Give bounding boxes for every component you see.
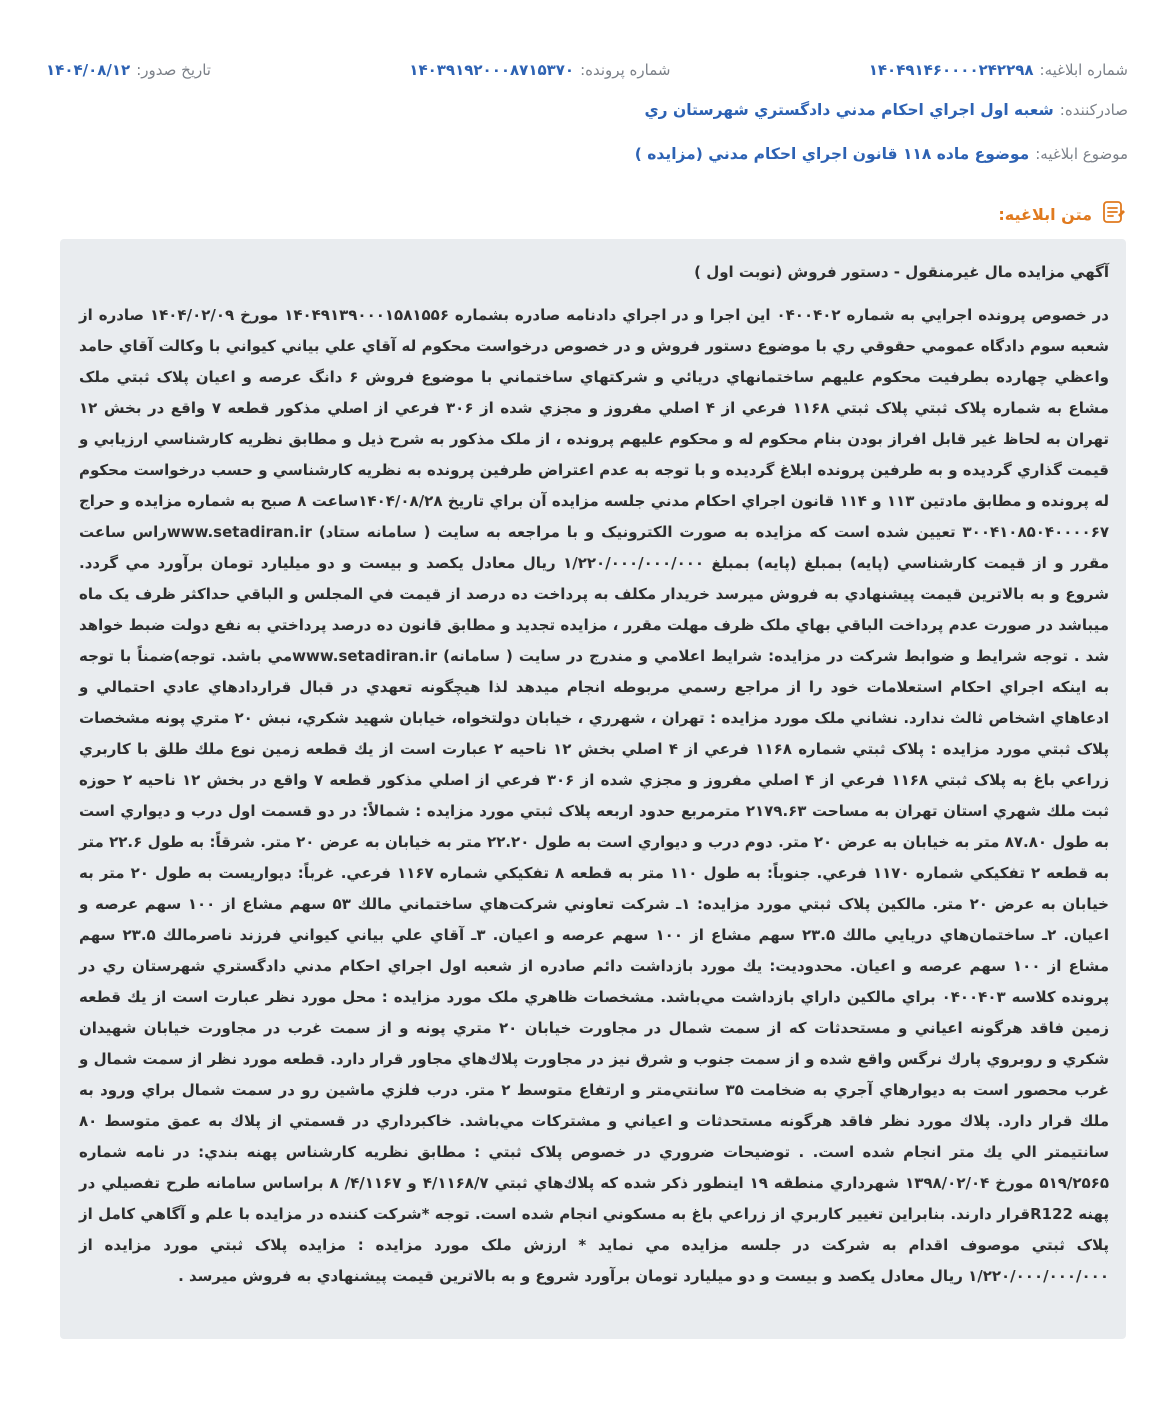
notice-body: [79, 257, 1109, 1292]
issuer-row: [46, 97, 1128, 123]
case-number-value: ۱۴۰۳۹۱۹۲۰۰۰۸۷۱۵۳۷۰: [409, 61, 575, 79]
issuer-label: صادرکننده:: [1059, 101, 1128, 119]
section-title-label: متن ابلاغيه:: [998, 204, 1092, 224]
issuer-value: شعبه اول اجراي احکام مدني دادگستري شهرستان ري: [644, 101, 1054, 119]
case-number: [409, 61, 670, 79]
notice-text: در خصوص پرونده اجرايي به شماره ۰۴۰۰۴۰۲ اين اجرا و در اجراي دادنامه صادره بشماره ۱۴۰۴۹۱۳۹۰۰۰۱۵۸۱۵۵۶ مورخ ۱۴۰۴/۰۲/۰۹ صادره از شعبه سوم دادگاه عمومي حقوقي ري با موضوع دستور فروش و در خصوص درخواست محکوم له آقاي علي بياني کيواني با وکالت آقاي حامد واعظي چهارده بطرفيت محکوم عليهم ساختمانهاي دريائي و شرکتهاي ساختماني با موضوع فروش ۶ دانگ عرصه و اعيان پلاک ثبتي ملک مشاع به شماره پلاک ثبتي پلاک ثبتي ۱۱۶۸ فرعي از ۴ اصلي مفروز و مجزي شده از ۳۰۶ فرعي از اصلي مذکور قطعه ۷ واقع در بخش ۱۲ تهران به لحاظ غير قابل افراز بودن بنام محکوم له و محکوم عليهم پرونده ، از ملک مذکور به شرح ذيل و مطابق نظريه کارشناسي ارزيابي و قيمت گذاري گرديده و به طرفين پرونده ابلاغ گرديده و با توجه به عدم اعتراض طرفين پرونده به نظريه کارشناسي و حسب درخواست محکوم له پرونده و مطابق مادتين ۱۱۳ و ۱۱۴ قانون اجراي احکام مدني جلسه مزايده آن براي تاريخ ۱۴۰۴/۰۸/۲۸ساعت ۸ صبح به شماره مزايده و حراج ۳۰۰۴۱۰۸۵۰۴۰۰۰۰۶۷ تعيين شده است که مزايده به صورت الکترونيک و با مراجعه به سايت ( سامانه ستاد) www.setadiran.irراس ساعت مقرر و از قيمت کارشناسي (پايه) بمبلغ (پايه) بمبلغ ۱/۲۲۰/۰۰۰/۰۰۰/۰۰۰ ريال معادل يکصد و بيست و دو ميليارد تومان برآورد مي گردد. شروع و به بالاترين قيمت پيشنهادي به فروش ميرسد خريدار مکلف به پرداخت ده درصد از قيمت في المجلس و الباقي حداکثر ظرف يک ماه ميباشد در صورت عدم پرداخت الباقي بهاي ملک ظرف مهلت مقرر ، مزايده تجديد و مطابق قانون ده درصد پرداختي به نفع دولت ضبط خواهد شد . توجه شرايط و ضوابط شرکت در مزايده: شرايط اعلامي و مندرج در سايت ( سامانه) www.setadiran.irمي باشد. توجه)ضمناً با توجه به اينکه اجراي احکام استعلامات خود را از مراجع رسمي مربوطه انجام ميدهد لذا هيچگونه تعهدي در قبال قراردادهاي عادي احتمالي و ادعاهاي اشخاص ثالث ندارد. نشاني ملک مورد مزايده : تهران ، شهرري ، خيابان دولتخواه، خيابان شهيد شکري، نبش ۲۰ متري پونه مشخصات پلاک ثبتي مورد مزايده : پلاک ثبتي شماره ۱۱۶۸ فرعي از ۴ اصلي بخش ۱۲ ناحيه ۲ عبارت است از يك قطعه زمين نوع ملك طلق با کاربري زراعي باغ به پلاک ثبتي ۱۱۶۸ فرعي از ۴ اصلي مفروز و مجزي شده از ۳۰۶ فرعي از اصلي مذکور قطعه ۷ واقع در بخش ۱۲ ناحيه ۲ حوزه ثبت ملك شهري استان تهران به مساحت ۲۱۷۹.۶۳ مترمربع حدود اربعه پلاک ثبتي مورد مزايده : شمالاً: در دو قسمت اول درب و ديواري است به طول ۸۷.۸۰ متر به خيابان به عرض ۲۰ متر. دوم درب و ديواري است به طول ۲۲.۲۰ متر به خيابان به عرض ۲۰ متر. شرقاً: به طول ۲۲.۶ متر به قطعه ۲ تفکيکي شماره ۱۱۷۰ فرعي. جنوباً: به طول ۱۱۰ متر به قطعه ۸ تفکيکي شماره ۱۱۶۷ فرعي. غرباً: ديواريست به طول ۲۰ متر به خيابان به عرض ۲۰ متر. مالکين پلاک ثبتي مورد مزايده: ۱ـ شرکت تعاوني شرکت‌هاي ساختماني مالك ۵۳ سهم مشاع از ۱۰۰ سهم عرصه و اعيان. ۲ـ ساختمان‌هاي دريايي مالك ۲۳.۵ سهم مشاع از ۱۰۰ سهم عرصه و اعيان. ۳ـ آقاي علي بياني کيواني فرزند ناصرمالك ۲۳.۵ سهم مشاع از ۱۰۰ سهم عرصه و اعيان. محدوديت: يك مورد بازداشت دائم صادره از شعبه اول اجراي احکام مدني دادگستري شهرستان ري در پرونده کلاسه ۰۴۰۰۴۰۳ براي مالکين داراي بازداشت مي‌باشد. مشخصات ظاهري ملک مورد مزايده : محل مورد نظر عبارت است از يك قطعه زمين فاقد هرگونه اعياني و مستحدثات که از سمت شمال در مجاورت خيابان ۲۰ متري پونه و از سمت غرب در مجاورت خيابان شهيدان شکري و روبروي پارك نرگس واقع شده و از سمت جنوب و شرق نيز در مجاورت پلاك‌هاي مجاور قرار دارد. قطعه مورد نظر از سمت شمال و غرب محصور است به ديوارهاي آجري به ضخامت ۳۵ سانتي‌متر و ارتفاع متوسط ۲ متر. درب فلزي ماشين رو در سمت شمال براي ورود به ملك قرار دارد. پلاك مورد نظر فاقد هرگونه مستحدثات و اعياني و مشترکات مي‌باشد. خاکبرداري در قسمتي از پلاك به عمق متوسط ۸۰ سانتيمتر الي يك متر انجام شده است. . توضيحات ضروري در خصوص پلاک ثبتي : مطابق نظريه کارشناس پهنه بندي: در نامه شماره ۵۱۹/۲۵۶۵ مورخ ۱۳۹۸/۰۲/۰۴ شهرداري منطقه ۱۹ اينطور ذكر شده كه پلاك‌هاي ثبتي ۴/۱۱۶۸/۷ و ۴/۱۱۶۷/ ۸ براساس سامانه طرح تفصيلي در پهنه R122قرار دارند. بنابراين تغيير کاربري از زراعي باغ به مسکوني انجام شده است. توجه *شرکت کننده در مزايده با علم و آگاهي کامل از پلاک ثبتي موصوف اقدام به شرکت در جلسه مزايده مي نمايد * ارزش ملک مورد مزايده : مزايده پلاک ثبتي مورد مزايده از ۱/۲۲۰/۰۰۰/۰۰۰/۰۰۰ ريال معادل يکصد و بيست و دو ميليارد تومان برآورد شروع و به بالاترين قيمت پيشنهادي به فروش ميرسد .: [79, 306, 1110, 1285]
notice-number-label: شماره ابلاغيه:: [1039, 61, 1128, 79]
notice-number: [869, 61, 1128, 79]
issue-date: [46, 61, 211, 79]
document-icon: [1100, 199, 1126, 229]
subject-row: [46, 141, 1128, 167]
section-title: [998, 199, 1126, 229]
notice-heading: آگهي مزايده مال غيرمنقول - دستور فروش (نوبت اول ): [694, 263, 1109, 281]
issue-date-label: تاريخ صدور:: [136, 61, 211, 79]
notice-body-panel: [60, 239, 1126, 1339]
case-number-label: شماره پرونده:: [580, 61, 671, 79]
subject-value: موضوع ماده ۱۱۸ قانون اجراي احکام مدني (مزايده ): [634, 145, 1030, 163]
metadata-row: [46, 58, 1128, 82]
notice-number-value: ۱۴۰۴۹۱۴۶۰۰۰۰۲۴۲۲۹۸: [868, 61, 1034, 79]
subject-label: موضوع ابلاغيه:: [1035, 145, 1128, 163]
issue-date-value: ۱۴۰۴/۰۸/۱۲: [46, 61, 131, 79]
